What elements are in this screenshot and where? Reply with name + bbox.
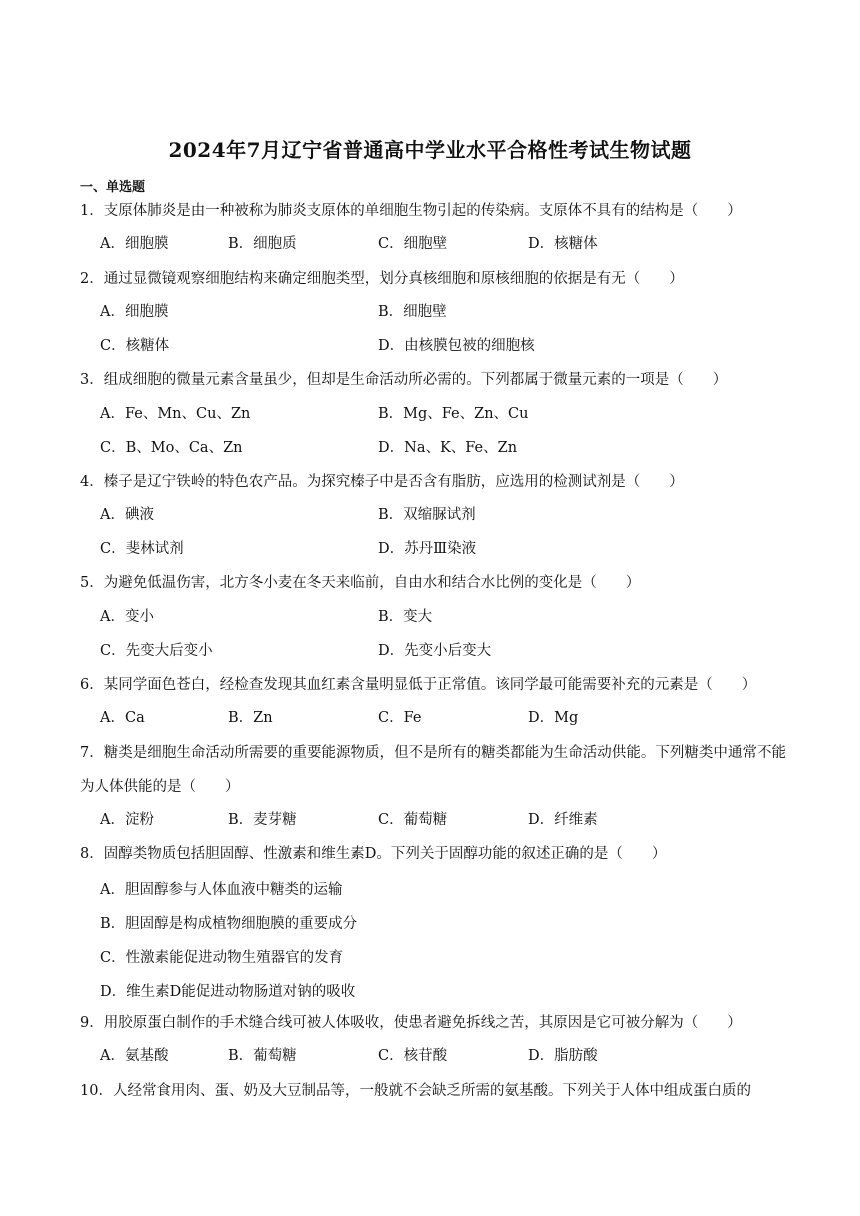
option-a: A．胆固醇参与人体血液中糖类的运输 xyxy=(100,882,343,898)
option-d: D．纤维素 xyxy=(528,812,598,828)
question-stem-3: 3．组成细胞的微量元素含量虽少，但却是生命活动所必需的。下列都属于微量元素的一项是（ ） xyxy=(80,372,728,388)
question-stem-7: 7．糖类是细胞生命活动所需要的重要能源物质，但不是所有的糖类都能为生命活动供能。下列糖类中通常不能为人体供能的是（ ） xyxy=(80,745,786,795)
option-c: C．核苷酸 xyxy=(378,1048,448,1064)
option-a: A．变小 xyxy=(100,609,154,625)
option-b: B．胆固醇是构成植物细胞膜的重要成分 xyxy=(100,916,358,932)
option-b: B．双缩脲试剂 xyxy=(378,507,476,523)
option-d: D．维生素D能促进动物肠道对钠的吸收 xyxy=(100,984,356,1000)
option-b: B．细胞壁 xyxy=(378,304,447,320)
option-d: D．脂肪酸 xyxy=(528,1048,598,1064)
option-d: D．Mg xyxy=(528,710,579,726)
option-a: A．淀粉 xyxy=(100,812,154,828)
option-c: C．Fe xyxy=(378,710,422,726)
question-stem-4: 4．榛子是辽宁铁岭的特色农产品。为探究榛子中是否含有脂肪，应选用的检测试剂是（ ） xyxy=(80,474,684,490)
option-c: C．B、Mo、Ca、Zn xyxy=(100,440,243,456)
option-c: C．先变大后变小 xyxy=(100,643,213,659)
option-b: B．麦芽糖 xyxy=(228,812,297,828)
option-a: A．氨基酸 xyxy=(100,1048,169,1064)
option-a: A．Fe、Mn、Cu、Zn xyxy=(100,406,251,422)
option-d: D．核糖体 xyxy=(528,236,598,252)
section-heading: 一、单选题 xyxy=(80,180,146,195)
question-stem-5: 5．为避免低温伤害，北方冬小麦在冬天来临前，自由水和结合水比例的变化是（ ） xyxy=(80,575,641,591)
option-d: D．由核膜包被的细胞核 xyxy=(378,338,535,354)
option-a: A．细胞膜 xyxy=(100,236,169,252)
option-d: D．先变小后变大 xyxy=(378,643,492,659)
option-b: B．葡萄糖 xyxy=(228,1048,297,1064)
option-b: B．变大 xyxy=(378,609,433,625)
option-c: C．核糖体 xyxy=(100,338,170,354)
question-stem-10: 10．人经常食用肉、蛋、奶及大豆制品等，一般就不会缺乏所需的氨基酸。下列关于人体中组成蛋白质的 xyxy=(80,1083,751,1099)
question-stem-2: 2．通过显微镜观察细胞结构来确定细胞类型，划分真核细胞和原核细胞的依据是有无（ ） xyxy=(80,271,684,287)
option-c: C．斐林试剂 xyxy=(100,541,184,557)
page-title: 2024年7月辽宁省普通高中学业水平合格性考试生物试题 xyxy=(168,138,692,162)
question-stem-1: 1．支原体肺炎是由一种被称为肺炎支原体的单细胞生物引起的传染病。支原体不具有的结构是（ ） xyxy=(80,203,742,219)
option-d: D．苏丹Ⅲ染液 xyxy=(378,541,477,557)
option-b: B．Mg、Fe、Zn、Cu xyxy=(378,406,529,422)
option-b: B．细胞质 xyxy=(228,236,297,252)
question-stem-6: 6．某同学面色苍白，经检查发现其血红素含量明显低于正常值。该同学最可能需要补充的元素是（ ） xyxy=(80,677,757,693)
option-c: C．细胞壁 xyxy=(378,236,448,252)
option-d: D．Na、K、Fe、Zn xyxy=(378,440,518,456)
option-a: A．碘液 xyxy=(100,507,154,523)
option-a: A．细胞膜 xyxy=(100,304,169,320)
question-stem-9: 9．用胶原蛋白制作的手术缝合线可被人体吸收，使患者避免拆线之苦，其原因是它可被分解为（ ） xyxy=(80,1015,742,1031)
question-stem-8: 8．固醇类物质包括胆固醇、性激素和维生素D。下列关于固醇功能的叙述正确的是（ ） xyxy=(80,846,667,862)
option-a: A．Ca xyxy=(100,710,145,726)
option-b: B．Zn xyxy=(228,710,273,726)
option-c: C．性激素能促进动物生殖器官的发育 xyxy=(100,950,344,966)
option-c: C．葡萄糖 xyxy=(378,812,448,828)
